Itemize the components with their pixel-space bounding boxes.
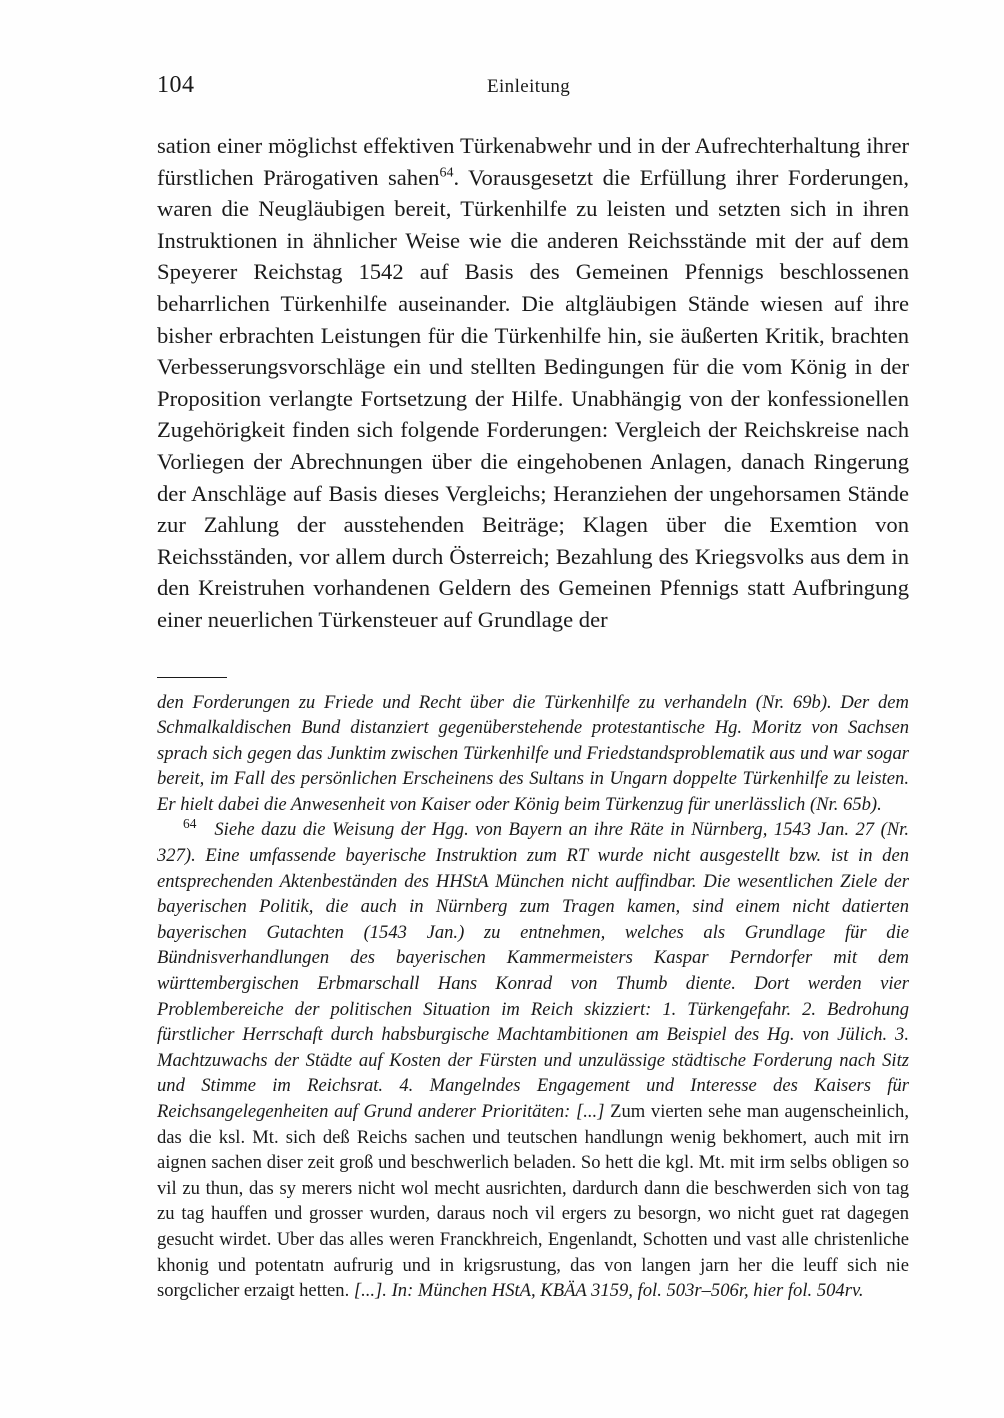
page-number: 104: [157, 72, 195, 98]
footnote-reference-64[interactable]: 64: [439, 165, 454, 181]
page-header: [157, 72, 909, 130]
footnote-entry-archive-reference: [...]. In: München HStA, KBÄA 3159, fol. 503r–506r, hier fol. 504rv.: [353, 1280, 864, 1302]
main-paragraph: [157, 130, 909, 636]
footnote-continuation: den Forderungen zu Friede und Recht über die Türkenhilfe zu verhandeln (Nr. 69b). Der dem Schmalkaldischen Bund distanziert gegenüberstehende protestantische Hg. Moritz von Sachsen sprach sich gegen das Junktim zwischen Türkenhilfe und Friedstandsproblematik aus und war sogar bereit, im Fall des persönlichen Erscheinens des Sultans in Ungarn doppelte Türkenhilfe zu leisten. Er hielt dabei die Anwesenheit von Kaiser oder König beim Türkenzug für unerlässlich (Nr. 65b).: [157, 691, 909, 815]
main-paragraph-part2: . Vorausgesetzt die Erfüllung ihrer Forderungen, waren die Neugläubigen bereit, Türkenhilfe zu leisten und setzten sich in ihren Instruktionen in ähnlicher Weise wie die anderen Reichsstände mit der auf dem Speyerer Reichstag 1542 auf Basis des Gemeinen Pfennigs beschlossenen beharrlichen Türkenhilfe auseinander. Die altgläubigen Stände wiesen auf ihre bisher erbrachten Leistungen für die Türkenhilfe hin, sie äußerten Kritik, brachten Verbesserungsvorschläge ein und stellten Bedingungen für die vom König in der Proposition verlangte Fortsetzung der Hilfe. Unabhängig von der konfessionellen Zugehörigkeit finden sich folgende Forderungen: Vergleich der Reichskreise nach Vorliegen der Abrechnungen über die eingehobenen Anlagen, danach Ringerung der Anschläge auf Basis dieses Vergleichs; Heranziehen der ungehorsamen Stände zur Zahlung der ausstehenden Beiträge; Klagen über die Exemtion von Reichsständen, vor allem durch Österreich; Bezahlung des Kriegsvolks aus dem in den Kreistruhen vorhandenen Geldern des Gemeinen Pfennigs statt Aufbringung einer neuerlichen Türkensteuer auf Grundlage der: [157, 164, 909, 632]
footnote-entry-number: 64: [183, 816, 197, 832]
main-paragraph-part1: sation einer möglichst effektiven Türkenabwehr und in der Aufrechterhaltung ihrer fürstlichen Prärogativen sahen: [157, 133, 909, 190]
running-head: Einleitung: [487, 76, 571, 97]
footnote-entry-commentary: Siehe dazu die Weisung der Hgg. von Bayern an ihre Räte in Nürnberg, 1543 Jan. 27 (Nr. 327). Eine umfassende bayerische Instruktion zum RT wurde nicht ausgestellt bzw. ist in den entsprechenden Aktenbeständen des HHStA München nicht auffindbar. Die wesentlichen Ziele der bayerischen Politik, die auch in Nürnberg zum Tragen kamen, sind einem nicht datierten bayerischen Gutachten (1543 Jan.) zu entnehmen, welches als Grundlage für die Bündnisverhandlungen des bayerischen Kammermeisters Kaspar Perndorfer mit dem württembergischen Erbmarschall Hans Konrad von Thumb diente. Dort werden vier Problembereiche der politischen Situation im Reich skizziert: 1. Türkengefahr. 2. Bedrohung fürstlicher Herrschaft durch habsburgische Machtambitionen am Beispiel des Hg. von Jülich. 3. Machtzuwachs der Städte auf Kosten der Fürsten und unzulässige städtische Forderung nach Sitz und Stimme im Reichsrat. 4. Mangelndes Engagement und Interesse des Kaisers für Reichsangelegenheiten auf Grund anderer Prioritäten: [...]: [157, 819, 909, 1122]
footnote-area: [157, 690, 909, 1304]
footnote-entry-64: [157, 817, 909, 1303]
footnote-entry-source-quote: Zum vierten sehe man augenscheinlich, das die ksl. Mt. sich deß Reichs sachen und teutschen handlungn wenig bekhomert, auch mit irn aignen sachen diser zeit groß und beschwerlich beladen. So hett die kgl. Mt. mit irm selbs obligen so vil zu thun, das sy merers nicht wol mecht ausrichten, dardurch dann die beschwerden sich von tag zu tag hauffen und grosser wurden, daraus noch vil ergers zu besorgn, wo nicht guet rat dagegen gesucht wirdet. Uber das alles weren Franckhreich, Engenlandt, Schotten und vast alle christenliche khonig und potentatn aufrurig und in krigsrustung, das von langen jarn her die leuff sich nie sorgclicher erzaigt hetten.: [157, 1101, 909, 1302]
page-content: [157, 0, 909, 1304]
footnote-separator-rule: [157, 677, 227, 678]
